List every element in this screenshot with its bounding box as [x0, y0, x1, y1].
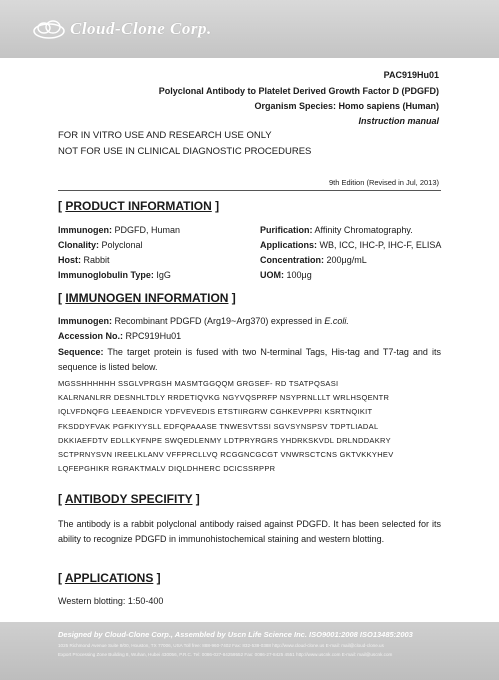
- immunogen-line: Immunogen: Recombinant PDGFD (Arg19~Arg370) expressed in E.coli.: [58, 316, 349, 326]
- document-type: Instruction manual: [358, 116, 439, 126]
- page-footer: [0, 622, 499, 680]
- info-purification: Purification: Affinity Chromatography.: [260, 225, 413, 235]
- footer-china-address: Export Processing Zone Building 8, Wuhan, Hubei 430056, P.R.C. Tel: 0086-027-84259552 Fax: 0086-27-8425 4551 http://www.uscnk.com E-mail: mail@uscnk.com: [58, 652, 393, 657]
- info-clonality: Clonality: Polyclonal: [58, 240, 143, 250]
- sequence-description: Sequence: The target protein is fused with two N-terminal Tags, His-tag and T7-tag and its sequence is listed below.: [58, 347, 441, 372]
- company-logo: [32, 18, 212, 40]
- research-use-notice: FOR IN VITRO USE AND RESEARCH USE ONLY: [58, 130, 272, 141]
- sequence-line: DKKIAEFDTV EDLLKYFNPE SWQEDLENMY LDTPRYRGRS YHDRKSKVDL DRLNDDAKRY: [58, 435, 391, 445]
- footer-us-address: 1025 Richmond Avenue Suite 8/00, Houston, TX 77006, USA Toll free: 888-960-7402 Fax: 832-538-0388 http://www.cloud-clone.us E-mail: mail@cloud-clone.us: [58, 643, 384, 648]
- accession-line: Accession No.: RPC919Hu01: [58, 331, 182, 341]
- immunogen-information-heading: [ IMMUNOGEN INFORMATION ]: [58, 291, 236, 305]
- footer-credit: Designed by Cloud-Clone Corp., Assembled by Uscn Life Science Inc. ISO9001:2008 ISO13485:2003: [58, 630, 413, 639]
- page-header: [0, 0, 499, 58]
- sequence-line: MGSSHHHHHH SSGLVPRGSH MASMTGGQQM GRGSEF- RD TSATPQSASI: [58, 379, 339, 388]
- info-applications: Applications: WB, ICC, IHC-P, IHC-F, ELISA: [260, 240, 442, 250]
- clinical-use-notice: NOT FOR USE IN CLINICAL DIAGNOSTIC PROCEDURES: [58, 146, 312, 157]
- antibody-specifity-heading: [ ANTIBODY SPECIFITY ]: [58, 492, 200, 506]
- edition-label: 9th Edition (Revised in Jul, 2013): [328, 178, 439, 187]
- sequence-line: FKSDDYFVAK PGFKIYYSLL EDFQPAAASE TNWESVTSSI SGVSYNSPSV TDPTLIADAL: [58, 421, 379, 431]
- organism-species: Organism Species: Homo sapiens (Human): [254, 101, 439, 111]
- info-concentration: Concentration: 200μg/mL: [260, 255, 367, 265]
- info-host: Host: Rabbit: [58, 255, 110, 265]
- sequence-line: LQFEPGHIKR RGRAKTMALV DIQLDHHERC DCICSSRPPR: [58, 464, 276, 474]
- antibody-specifity-text: The antibody is a rabbit polyclonal antibody raised against PDGFD. It has been selected for its ability to recognize PDGFD in immunohistochemical staining and western blotting.: [58, 519, 441, 544]
- sequence-line: IQLVFDNQFG LEEAENDICR YDFVEVEDIS ETSTIIRGRW CGHKEVPPRI KSRTNQIKIT: [58, 407, 373, 417]
- company-name: Cloud-Clone Corp.: [70, 19, 212, 38]
- product-name: Polyclonal Antibody to Platelet Derived Growth Factor D (PDGFD): [158, 86, 439, 96]
- protein-sequence: [58, 377, 441, 476]
- info-immunogen: Immunogen: PDGFD, Human: [58, 225, 181, 235]
- divider: [58, 190, 441, 191]
- sequence-line: KALRNANLRR DESNHLTDLY RRDETIQVKG NGYVQSPRFP NSYPRNLLLT WRLHSQENTR: [58, 393, 390, 403]
- applications-text: Western blotting: 1:50-400: [58, 596, 164, 606]
- product-information-heading: [ PRODUCT INFORMATION ]: [58, 199, 220, 213]
- info-uom: UOM: 100μg: [260, 270, 312, 280]
- sequence-line: SCTPRNYSVN IREELKLANV VFFPRCLLVQ RCGGNCGCGT VNWRSCTCNS GKTVKKYHEV: [58, 450, 394, 460]
- info-immunoglobulin-type: Immunoglobulin Type: IgG: [58, 270, 171, 280]
- catalog-number: PAC919Hu01: [383, 70, 439, 80]
- applications-heading: [ APPLICATIONS ]: [58, 571, 161, 585]
- cloud-logo-icon: [32, 18, 66, 40]
